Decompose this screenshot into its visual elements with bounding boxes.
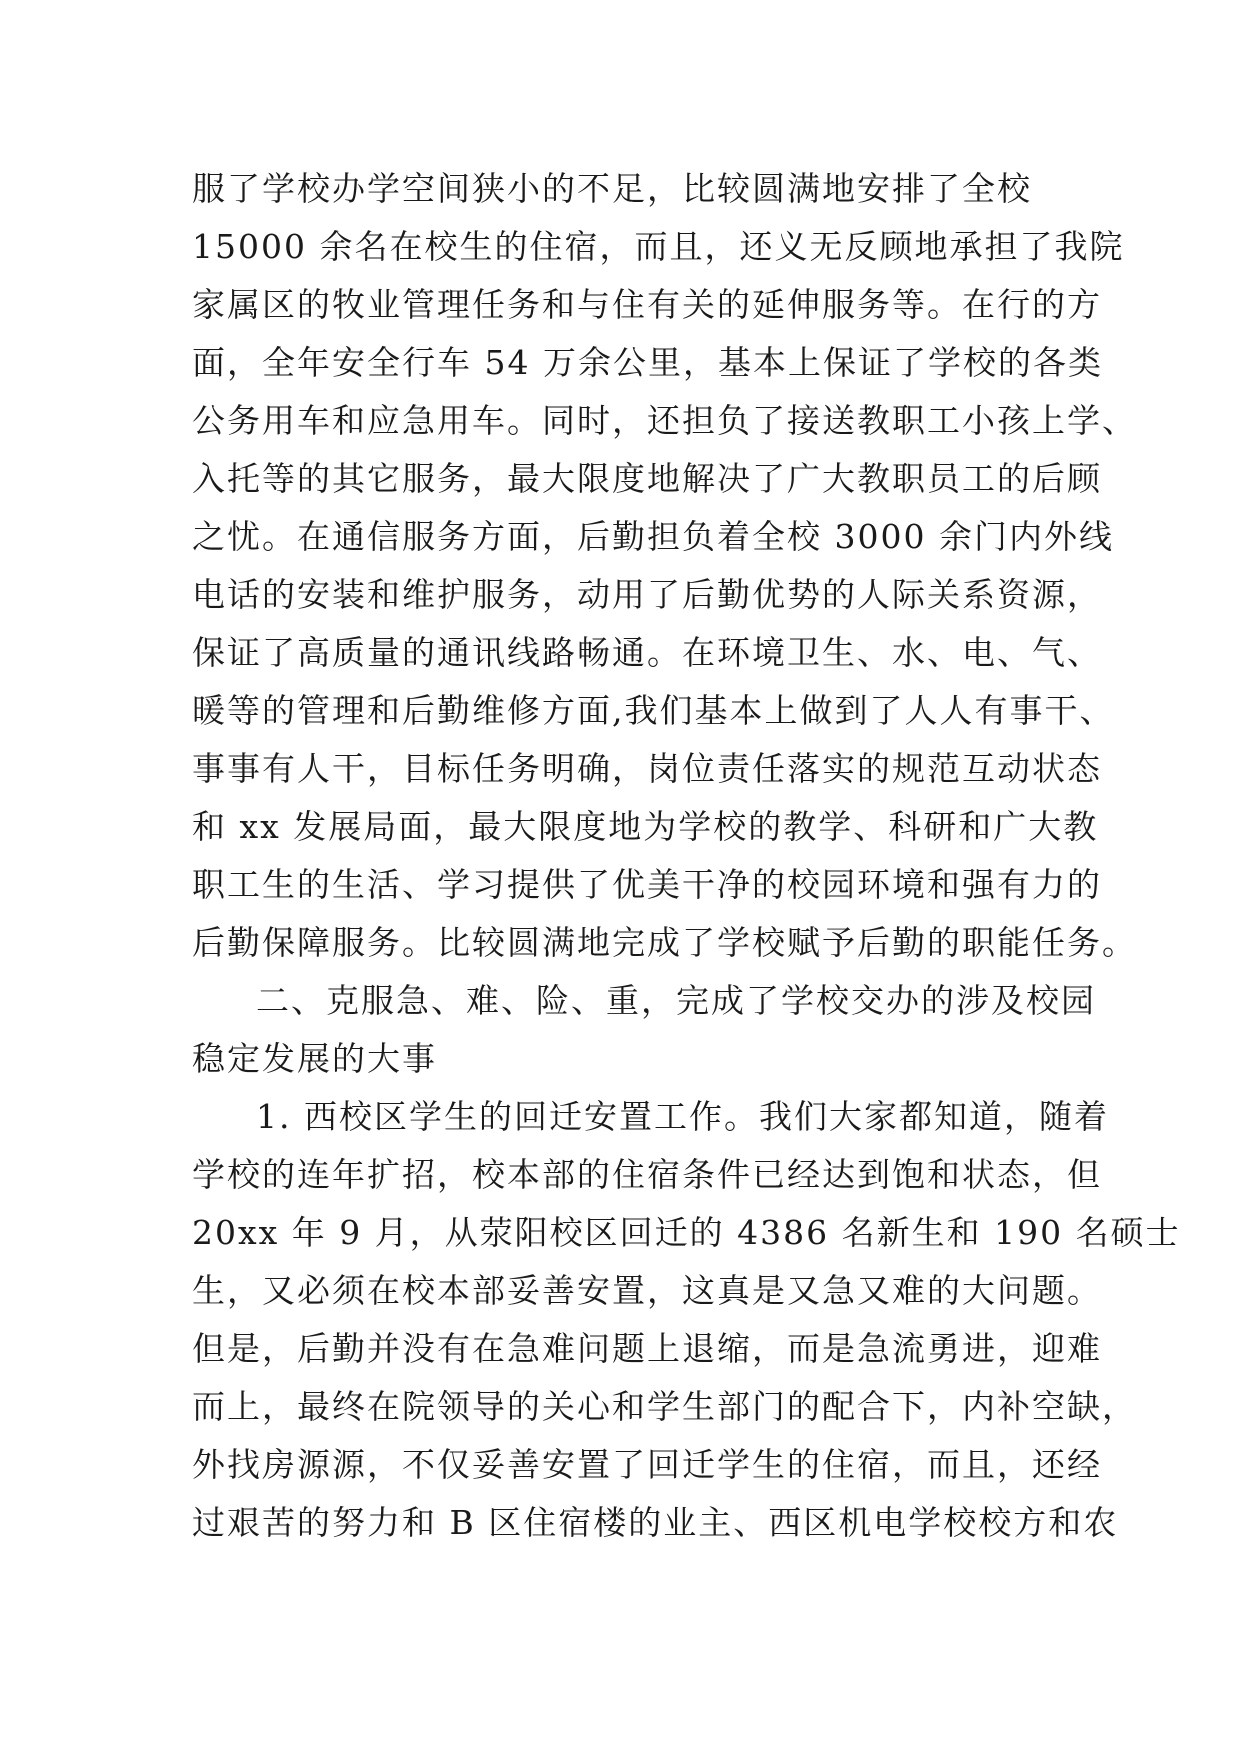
text-line: 过艰苦的努力和 B 区住宿楼的业主、西区机电学校校方和农 — [192, 1503, 1119, 1542]
text-line: 家属区的牧业管理任务和与住有关的延伸服务等。在行的方 — [192, 285, 1102, 324]
text-line: 保证了高质量的通讯线路畅通。在环境卫生、水、电、气、 — [192, 633, 1102, 672]
text-line: 和 xx 发展局面，最大限度地为学校的教学、科研和广大教 — [192, 807, 1099, 846]
text-line: 公务用车和应急用车。同时，还担负了接送教职工小孩上学、 — [192, 401, 1137, 440]
text-line: 面，全年安全行车 54 万余公里，基本上保证了学校的各类 — [192, 343, 1103, 382]
text-line: 后勤保障服务。比较圆满地完成了学校赋予后勤的职能任务。 — [192, 923, 1137, 962]
text-line: 暖等的管理和后勤维修方面,我们基本上做到了人人有事干、 — [192, 691, 1115, 730]
text-line: 服了学校办学空间狭小的不足，比较圆满地安排了全校 — [192, 169, 1032, 208]
text-line: 生，又必须在校本部妥善安置，这真是又急又难的大问题。 — [192, 1271, 1102, 1310]
text-line: 外找房源源，不仅妥善安置了回迁学生的住宿，而且，还经 — [192, 1445, 1102, 1484]
section-heading-continued: 稳定发展的大事 — [192, 1039, 437, 1078]
text-line: 15000 余名在校生的住宿，而且，还义无反顾地承担了我院 — [192, 227, 1125, 266]
text-line: 电话的安装和维护服务，动用了后勤优势的人际关系资源， — [192, 575, 1102, 614]
document-body — [192, 160, 1181, 1552]
text-line: 之忧。在通信服务方面，后勤担负着全校 3000 余门内外线 — [192, 517, 1114, 556]
text-line: 但是，后勤并没有在急难问题上退缩，而是急流勇进，迎难 — [192, 1329, 1102, 1368]
text-line: 职工生的生活、学习提供了优美干净的校园环境和强有力的 — [192, 865, 1102, 904]
text-line: 而上，最终在院领导的关心和学生部门的配合下，内补空缺， — [192, 1387, 1137, 1426]
section-heading: 二、克服急、难、险、重，完成了学校交办的涉及校园 — [256, 981, 1096, 1020]
text-line: 学校的连年扩招，校本部的住宿条件已经达到饱和状态，但 — [192, 1155, 1102, 1194]
text-line: 20xx 年 9 月，从荥阳校区回迁的 4386 名新生和 190 名硕士 — [192, 1213, 1181, 1252]
text-line: 入托等的其它服务，最大限度地解决了广大教职员工的后顾 — [192, 459, 1102, 498]
text-line: 1. 西校区学生的回迁安置工作。我们大家都知道，随着 — [256, 1097, 1109, 1136]
text-line: 事事有人干，目标任务明确，岗位责任落实的规范互动状态 — [192, 749, 1102, 788]
